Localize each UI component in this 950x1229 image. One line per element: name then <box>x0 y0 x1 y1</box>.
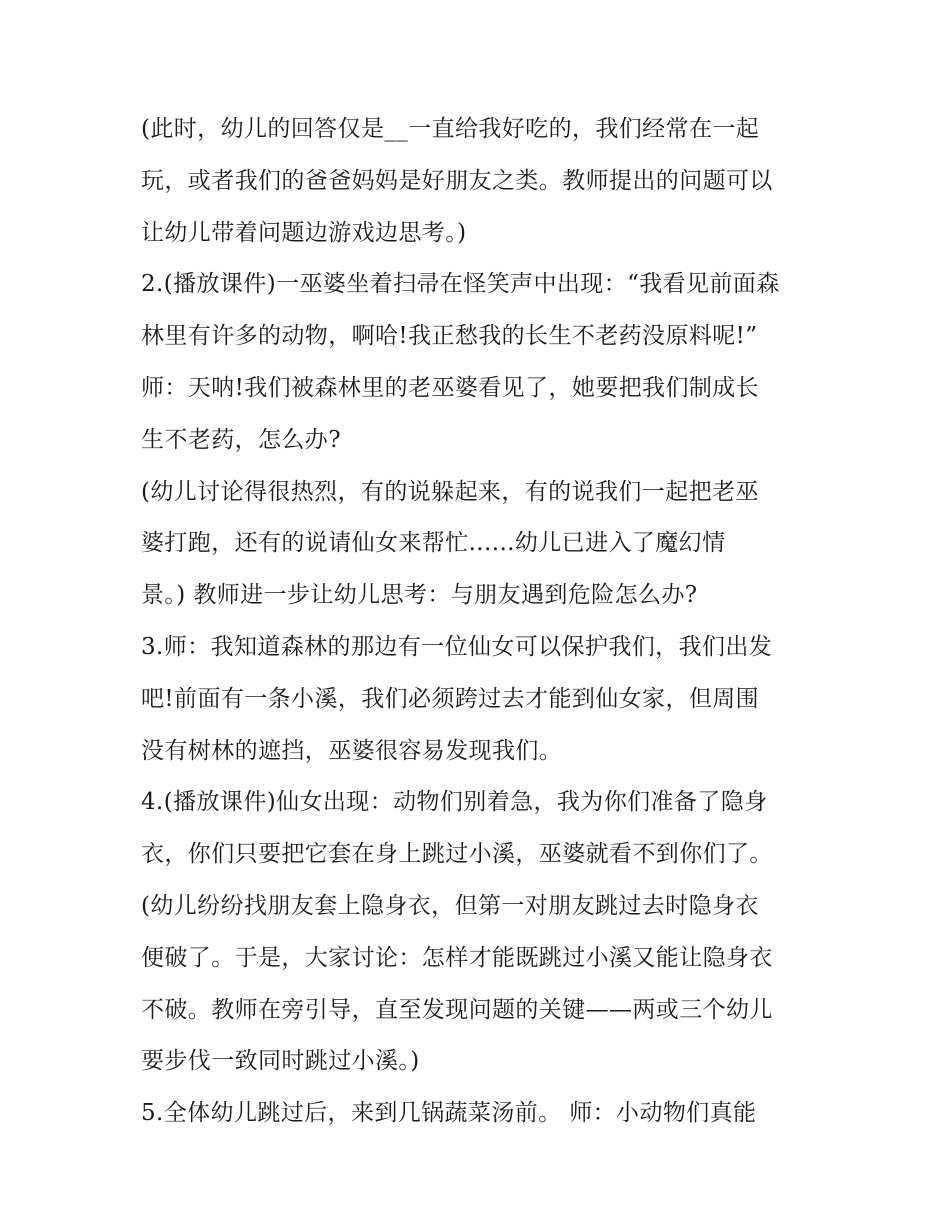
body-text <box>141 104 831 1140</box>
text-line: 不破。教师在旁引导，直至发现问题的关键——两或三个幼儿 <box>141 996 773 1023</box>
text-line: 3.师：我知道森林的那边有一位仙女可以保护我们，我们出发 <box>141 633 773 660</box>
text-line: 要步伐一致同时跳过小溪。) <box>141 1048 420 1075</box>
text-line: 玩，或者我们的爸爸妈妈是好朋友之类。教师提出的问题可以 <box>141 167 773 194</box>
text-line: 便破了。于是，大家讨论：怎样才能既跳过小溪又能让隐身衣 <box>141 944 773 971</box>
text-line: 师：天呐!我们被森林里的老巫婆看见了，她要把我们制成长 <box>141 374 760 401</box>
text-line: 生不老药，怎么办? <box>141 426 341 453</box>
text-line: 衣，你们只要把它套在身上跳过小溪，巫婆就看不到你们了。 <box>141 841 773 868</box>
text-line: 婆打跑，还有的说请仙女来帮忙......幼儿已进入了魔幻情 <box>141 530 726 557</box>
text-line: (此时，幼儿的回答仅是__一直给我好吃的，我们经常在一起 <box>141 116 760 142</box>
text-line: 景。) 教师进一步让幼儿思考：与朋友遇到危险怎么办? <box>141 582 698 609</box>
text-line: (幼儿讨论得很热烈，有的说躲起来，有的说我们一起把老巫 <box>141 478 759 505</box>
text-line: 吧!前面有一条小溪，我们必须跨过去才能到仙女家，但周围 <box>141 685 760 712</box>
text-line: 让幼儿带着问题边游戏边思考。) <box>141 219 467 246</box>
text-line: 没有树林的遮挡，巫婆很容易发现我们。 <box>141 737 563 764</box>
text-line: 4.(播放课件)仙女出现：动物们别着急，我为你们准备了隐身 <box>141 789 768 816</box>
text-line: 5.全体幼儿跳过后，来到几锅蔬菜汤前。 师：小动物们真能 <box>141 1100 757 1127</box>
text-line: 2.(播放课件)一巫婆坐着扫帚在怪笑声中出现：“我看见前面森 <box>141 271 780 298</box>
text-line: 林里有许多的动物，啊哈!我正愁我的长生不老药没原料呢!” <box>141 323 758 350</box>
text-line: (幼儿纷纷找朋友套上隐身衣，但第一对朋友跳过去时隐身衣 <box>141 892 759 919</box>
